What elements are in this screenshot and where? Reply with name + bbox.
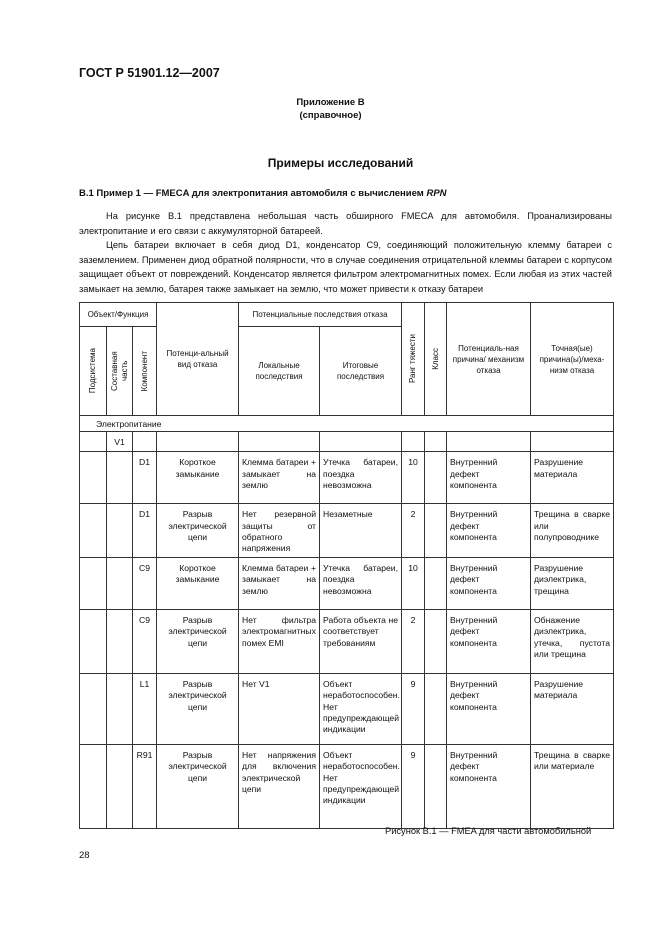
local-effect-cell: Клемма батареи + замыкает на землю — [239, 452, 320, 504]
header-severity-label: Ранг тяжести — [408, 334, 417, 384]
component-cell: D1 — [133, 504, 157, 558]
class-cell — [425, 674, 447, 745]
local-effect-cell: Нет резервной защиты от обратного напряжения — [239, 504, 320, 558]
subsection-prefix: В.1 Пример 1 — FMECA для электропитания автомобиля с вычислением — [79, 188, 427, 199]
part-cell — [107, 504, 133, 558]
document-id: ГОСТ Р 51901.12—2007 — [79, 66, 220, 80]
table-cell — [239, 432, 320, 452]
annex-line-2: (справочное) — [299, 110, 362, 121]
local-effect-cell: Клемма батареи + замыкает на землю — [239, 558, 320, 610]
subsystem-cell — [80, 745, 107, 829]
subsection-title — [79, 188, 447, 199]
exact-cause-cell: Трещина в сварке или материале — [531, 745, 614, 829]
cause-cell: Внутренний дефект компонента — [447, 504, 531, 558]
header-local-effects: Локальные последствия — [239, 327, 320, 416]
part-cell — [107, 674, 133, 745]
part-cell: V1 — [107, 432, 133, 452]
header-class — [425, 303, 447, 416]
exact-cause-cell: Разрушение материала — [531, 452, 614, 504]
subsystem-cell — [80, 674, 107, 745]
section-title: Примеры исследований — [267, 156, 414, 170]
subsystem-cell — [80, 558, 107, 610]
subsystem-cell — [80, 610, 107, 674]
component-cell: R91 — [133, 745, 157, 829]
header-component-label: Компонент — [139, 350, 149, 392]
part-cell — [107, 745, 133, 829]
component-cell: C9 — [133, 558, 157, 610]
subsystem-cell — [80, 504, 107, 558]
component-cell: D1 — [133, 452, 157, 504]
severity-cell: 10 — [402, 558, 425, 610]
final-effect-cell: Утечка батареи, поездка невозможна — [320, 452, 402, 504]
class-cell — [425, 504, 447, 558]
failure-mode-cell: Разрыв электрической цепи — [157, 504, 239, 558]
local-effect-cell: Нет V1 — [239, 674, 320, 745]
failure-mode-cell: Разрыв электрической цепи — [157, 674, 239, 745]
table-row — [80, 610, 614, 674]
table-row — [80, 558, 614, 610]
fmeca-table — [79, 302, 614, 829]
table-cell — [133, 432, 157, 452]
subsystem-cell — [80, 452, 107, 504]
severity-cell: 9 — [402, 745, 425, 829]
local-effect-cell: Нет фильтра электромагнитных помех EMI — [239, 610, 320, 674]
page-number: 28 — [79, 850, 90, 861]
severity-cell: 10 — [402, 452, 425, 504]
paragraph-2: Цепь батареи включает в себя диод D1, конденсатор C9, соединяющий положительную клемму батареи с заземлением. Применен диод обратной полярности, что в случае соединения отрицательной клеммы батареи с корпусом защищает объект от повреждений. Конденсатор является фильтром электромагнитных помех. Если любая из этих частей замыкает на землю, батарея также замыкает на землю, что может привести к отказу батареи — [79, 240, 612, 294]
subsection-rpn: RPN — [426, 188, 447, 199]
header-subsystem — [80, 327, 107, 416]
header-effects: Потенциальные последствия отказа — [239, 303, 402, 327]
table-row — [80, 674, 614, 745]
cause-cell: Внутренний дефект компонента — [447, 674, 531, 745]
final-effect-cell: Работа объекта не соответствует требованиям — [320, 610, 402, 674]
cause-cell: Внутренний дефект компонента — [447, 610, 531, 674]
part-cell — [107, 558, 133, 610]
failure-mode-cell: Короткое замыкание — [157, 452, 239, 504]
paragraph-1: На рисунке В.1 представлена небольшая часть обширного FMECA для автомобиля. Проанализированы электропитание и его связи с аккумуляторной батареей. — [79, 211, 612, 236]
table-cell — [80, 432, 107, 452]
component-cell: L1 — [133, 674, 157, 745]
group-row — [80, 416, 614, 432]
severity-cell: 2 — [402, 504, 425, 558]
failure-mode-cell: Разрыв электрической цепи — [157, 610, 239, 674]
header-part — [107, 327, 133, 416]
annex-title — [0, 96, 661, 122]
header-object-function: Объект/Функция — [80, 303, 157, 327]
component-cell: C9 — [133, 610, 157, 674]
annex-line-1: Приложение В — [296, 97, 365, 108]
table-cell — [157, 432, 239, 452]
local-effect-cell: Нет напряжения для включения электрической цепи — [239, 745, 320, 829]
header-cause: Потенциаль-ная причина/ механизм отказа — [447, 303, 531, 416]
table-row — [80, 745, 614, 829]
cause-cell: Внутренний дефект компонента — [447, 452, 531, 504]
failure-mode-cell: Разрыв электрической цепи — [157, 745, 239, 829]
table-cell — [402, 432, 425, 452]
exact-cause-cell: Обнажение диэлектрика, утечка, пустота или трещина — [531, 610, 614, 674]
cause-cell: Внутренний дефект компонента — [447, 745, 531, 829]
group-label: Электропитание — [96, 419, 162, 429]
final-effect-cell: Незаметные — [320, 504, 402, 558]
exact-cause-cell: Разрушение диэлектрика, трещина — [531, 558, 614, 610]
class-cell — [425, 558, 447, 610]
table-row — [80, 452, 614, 504]
severity-cell: 9 — [402, 674, 425, 745]
table-cell — [531, 432, 614, 452]
exact-cause-cell: Трещина в сварке или полупроводнике — [531, 504, 614, 558]
part-cell — [107, 610, 133, 674]
table-cell — [447, 432, 531, 452]
exact-cause-cell: Разрушение материала — [531, 674, 614, 745]
failure-mode-cell: Короткое замыкание — [157, 558, 239, 610]
header-component — [133, 327, 157, 416]
header-part-label: Составная часть — [109, 351, 129, 391]
header-class-label: Класс — [430, 348, 440, 370]
table-cell — [425, 432, 447, 452]
table-cell — [320, 432, 402, 452]
header-subsystem-label: Подсистема — [88, 348, 97, 394]
final-effect-cell: Объект неработоспособен. Нет предупреждающей индикации — [320, 745, 402, 829]
header-severity — [402, 303, 425, 416]
header-failure-mode: Потенци-альный вид отказа — [157, 303, 239, 416]
header-final-effects: Итоговые последствия — [320, 327, 402, 416]
cause-cell: Внутренний дефект компонента — [447, 558, 531, 610]
final-effect-cell: Утечка батареи, поездка невозможна — [320, 558, 402, 610]
class-cell — [425, 452, 447, 504]
severity-cell: 2 — [402, 610, 425, 674]
header-exact-cause: Точная(ые) причина(ы)/меха-низм отказа — [531, 303, 614, 416]
table-row — [80, 504, 614, 558]
final-effect-cell: Объект неработоспособен. Нет предупреждающей индикации — [320, 674, 402, 745]
part-cell — [107, 452, 133, 504]
class-cell — [425, 745, 447, 829]
figure-caption: Рисунок В.1 — FMEA для части автомобильной — [385, 826, 592, 836]
class-cell — [425, 610, 447, 674]
